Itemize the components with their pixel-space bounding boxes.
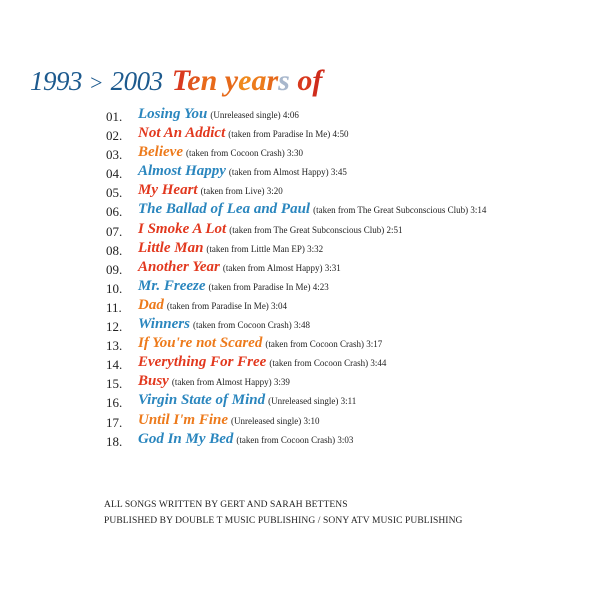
track-title: If You're not Scared <box>138 335 263 352</box>
track-title-line <box>138 240 323 257</box>
track-title: Believe <box>138 144 183 161</box>
track-title: My Heart <box>138 182 198 199</box>
track-number: 15. <box>106 376 123 392</box>
track-title-line <box>138 144 303 161</box>
end-year: 2003 <box>110 66 163 96</box>
start-year: 1993 <box>30 66 82 96</box>
credits-publishers: PUBLISHED BY DOUBLE T MUSIC PUBLISHING / SONY ATV MUSIC PUBLISHING <box>104 516 463 526</box>
track-number: 11. <box>106 299 122 315</box>
track-title: Mr. Freeze <box>138 277 206 294</box>
track-number: 06. <box>106 204 123 220</box>
track-number: 07. <box>106 223 123 239</box>
track-title-line <box>138 278 329 295</box>
track-note: (taken from Little Man EP) 3:32 <box>206 243 324 254</box>
track-title: Almost Happy <box>138 163 226 180</box>
track-title-line <box>138 106 299 123</box>
heading-title <box>172 64 323 97</box>
credits-writers: ALL SONGS WRITTEN BY GERT AND SARAH BETTENS <box>104 500 348 510</box>
track-title-line <box>138 412 320 429</box>
track-note: (Unreleased single) 3:10 <box>231 415 320 426</box>
heading-letter: T <box>171 64 188 97</box>
track-note: (Unreleased single) 3:11 <box>268 396 357 407</box>
track-title: Until I'm Fine <box>138 411 229 428</box>
track-title-line <box>138 316 310 333</box>
arrow-glyph: > <box>90 70 103 95</box>
track-title: Losing You <box>138 106 208 122</box>
track-note: (taken from Cocoon Crash) 3:48 <box>192 320 310 331</box>
heading-letter: e <box>187 64 201 97</box>
track-title-line <box>138 297 287 314</box>
track-title: Not An Addict <box>138 125 226 142</box>
track-title-line <box>138 354 386 371</box>
track-title-line <box>138 125 348 142</box>
track-note: (taken from Paradise In Me) 4:50 <box>228 129 349 140</box>
track-number: 14. <box>106 357 123 373</box>
track-title-line <box>138 163 347 180</box>
track-number: 08. <box>106 242 123 258</box>
track-note: (Unreleased single) 4:06 <box>210 110 299 120</box>
track-title-line <box>138 431 353 448</box>
track-note: (taken from The Great Subconscious Club) 3:14 <box>313 205 487 216</box>
heading-letter: o <box>297 64 313 97</box>
track-title-line <box>138 201 486 218</box>
track-note: (taken from Cocoon Crash) 3:03 <box>236 434 354 445</box>
track-note: (taken from Live) 3:20 <box>200 186 283 197</box>
credits <box>104 497 463 529</box>
track-number: 01. <box>106 109 123 124</box>
track-note: (taken from Almost Happy) 3:45 <box>228 167 347 178</box>
track-number: 18. <box>106 433 123 449</box>
track-title: Little Man <box>138 239 204 256</box>
track-note: (taken from Cocoon Crash) 3:30 <box>185 148 303 159</box>
track-title-line <box>138 259 341 276</box>
track-number: 09. <box>106 261 123 277</box>
track-note: (taken from Cocoon Crash) 3:44 <box>269 358 387 369</box>
track-title: God In My Bed <box>138 430 234 447</box>
page-heading <box>30 66 322 96</box>
track-note: (taken from Almost Happy) 3:39 <box>171 377 290 388</box>
heading-letter: s <box>278 64 290 97</box>
track-note: (taken from Cocoon Crash) 3:17 <box>265 339 383 350</box>
track-number: 17. <box>106 414 123 430</box>
track-note: (taken from Almost Happy) 3:31 <box>222 262 341 273</box>
track-number: 03. <box>106 147 123 163</box>
track-number: 13. <box>106 338 123 354</box>
track-title: Virgin State of Mind <box>138 392 266 409</box>
heading-letter: e <box>238 64 252 97</box>
track-note: (taken from The Great Subconscious Club) 2:51 <box>229 224 403 235</box>
track-number: 04. <box>106 166 123 182</box>
track-title: The Ballad of Lea and Paul <box>138 201 311 218</box>
heading-letter: a <box>251 64 267 97</box>
track-title-line <box>138 373 290 390</box>
track-note: (taken from Paradise In Me) 4:23 <box>208 281 329 292</box>
track-title: Busy <box>138 373 169 390</box>
heading-letter: f <box>312 64 323 97</box>
track-title: Everything For Free <box>138 354 267 371</box>
track-title-line <box>138 335 382 352</box>
track-number: 12. <box>106 319 123 335</box>
track-title-line <box>138 221 403 238</box>
track-title: Dad <box>138 296 164 313</box>
track-number: 02. <box>106 128 123 144</box>
track-title-line <box>138 392 356 409</box>
heading-letter <box>217 64 225 97</box>
heading-letter: n <box>200 64 218 97</box>
track-title: Winners <box>138 316 190 333</box>
track-number: 16. <box>106 395 123 411</box>
heading-letter: r <box>266 64 279 97</box>
track-title-line <box>138 182 283 199</box>
track-title: I Smoke A Lot <box>138 220 227 237</box>
heading-letter: y <box>224 64 239 97</box>
track-title: Another Year <box>138 258 220 275</box>
track-number: 10. <box>106 280 123 296</box>
track-number: 05. <box>106 185 123 201</box>
track-note: (taken from Paradise In Me) 3:04 <box>166 300 288 311</box>
